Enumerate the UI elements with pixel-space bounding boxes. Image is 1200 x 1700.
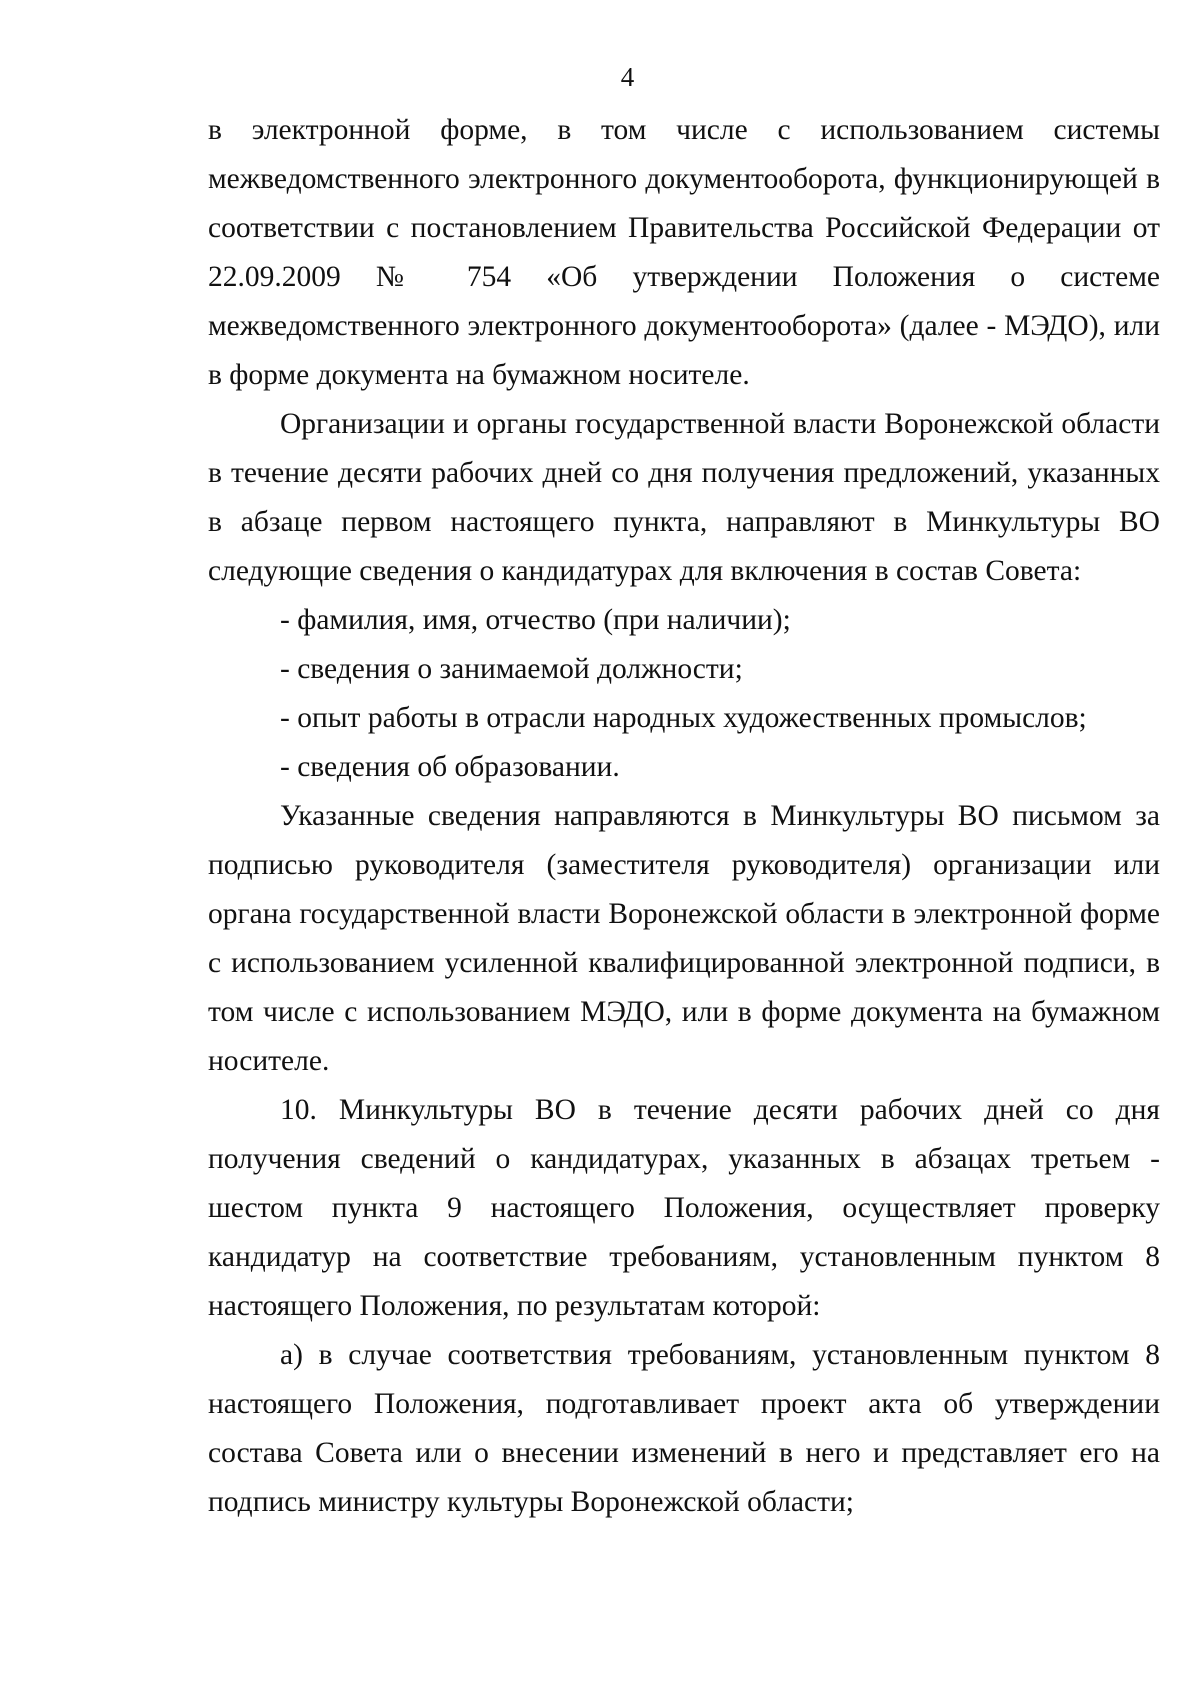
list-item-name: - фамилия, имя, отчество (при наличии); [280, 604, 791, 636]
paragraph-continuation: в электронной форме, в том числе с использованием системы межведомственного электронного документооборота, функционирующей в соответствии с постановлением Правительства Российской Федерации от 22.09.2009 № 754 «Об утверждении Положения о системе межведомственного электронного документооборота» (далее - МЭДО), или в форме документа на бумажном носителе. [208, 114, 1160, 391]
paragraph-letter: Указанные сведения направляются в Минкультуры ВО письмом за подписью руководителя (заместителя руководителя) организации или органа государственной власти Воронежской области в электронной форме с использованием усиленной квалифицированной электронной подписи, в том числе с использованием МЭДО, или в форме документа на бумажном носителе. [208, 800, 1160, 1077]
document-body [208, 106, 1160, 1527]
paragraph-organizations: Организации и органы государственной власти Воронежской области в течение десяти рабочих дней со дня получения предложений, указанных в абзаце первом настоящего пункта, направляют в Минкультуры ВО следующие сведения о кандидатурах для включения в состав Совета: [208, 408, 1160, 587]
paragraph-item-10: 10. Минкультуры ВО в течение десяти рабочих дней со дня получения сведений о кандидатурах, указанных в абзацах третьем - шестом пункта 9 настоящего Положения, осуществляет проверку кандидатур на соответствие требованиям, установленным пунктом 8 настоящего Положения, по результатам которой: [208, 1094, 1160, 1322]
page-number: 4 [620, 62, 635, 92]
list-item-position: - сведения о занимаемой должности; [280, 653, 743, 685]
paragraph-subitem-a: а) в случае соответствия требованиям, установленным пунктом 8 настоящего Положения, подготавливает проект акта об утверждении состава Совета или о внесении изменений в него и представляет его на подпись министру культуры Воронежской области; [208, 1339, 1160, 1518]
list-item-education: - сведения об образовании. [280, 751, 620, 783]
list-item-experience: - опыт работы в отрасли народных художественных промыслов; [280, 702, 1087, 734]
